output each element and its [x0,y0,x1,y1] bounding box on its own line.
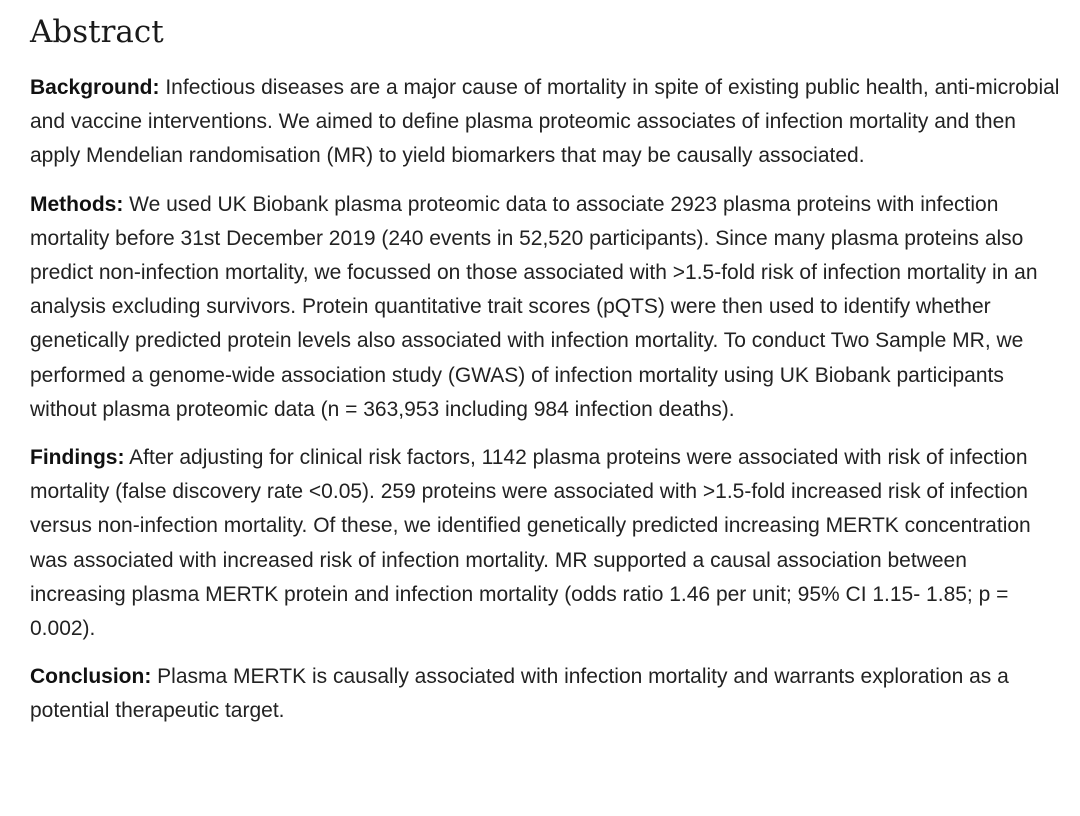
conclusion-paragraph [30,660,1066,728]
findings-paragraph [30,441,1066,646]
methods-paragraph [30,188,1066,427]
background-text: Infectious diseases are a major cause of mortality in spite of existing public health, anti-microbial and vaccine interventions. We aimed to define plasma proteomic associates of infection mortality and then apply Mendelian randomisation (MR) to yield biomarkers that may be causally associated. [30,76,1060,168]
conclusion-label: Conclusion: [30,665,152,689]
abstract-heading: Abstract [30,14,164,50]
abstract-section [30,10,1066,743]
background-paragraph [30,71,1066,174]
methods-label: Methods: [30,192,124,216]
findings-label: Findings: [30,446,125,470]
conclusion-text: Plasma MERTK is causally associated with infection mortality and warrants exploration as a potential therapeutic target. [30,665,1009,723]
findings-text: After adjusting for clinical risk factors, 1142 plasma proteins were associated with risk of infection mortality (false discovery rate <0.05). 259 proteins were associated with >1.5-fold increased risk of infection versus non-infection mortality. Of these, we identified genetically predicted increasing MERTK concentration was associated with increased risk of infection mortality. MR supported a causal association between increasing plasma MERTK protein and infection mortality (odds ratio 1.46 per unit; 95% CI 1.15- 1.85; p = 0.002). [30,446,1031,641]
methods-text: We used UK Biobank plasma proteomic data to associate 2923 plasma proteins with infection mortality before 31st December 2019 (240 events in 52,520 participants). Since many plasma proteins also predict non-infection mortality, we focussed on those associated with >1.5-fold risk of infection mortality in an analysis excluding survivors. Protein quantitative trait scores (pQTS) were then used to identify whether genetically predicted protein levels also associated with infection mortality. To conduct Two Sample MR, we performed a genome-wide association study (GWAS) of infection mortality using UK Biobank participants without plasma proteomic data (n = 363,953 including 984 infection deaths). [30,192,1038,421]
background-label: Background: [30,76,160,99]
